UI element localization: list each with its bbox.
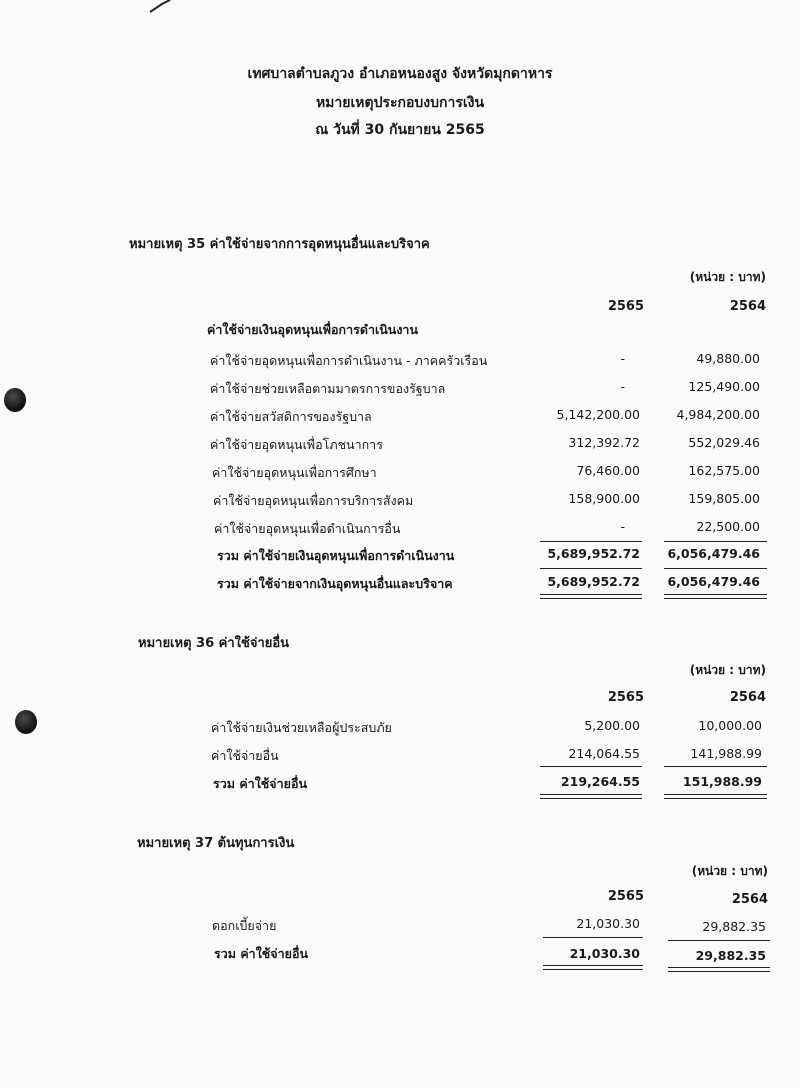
pen-mark	[148, 0, 178, 14]
note-37-double-rule-2565	[543, 969, 643, 970]
note-36-total-rule-2564	[664, 766, 767, 767]
note-35-row-2564: 22,500.00	[696, 519, 760, 534]
note-35-row-label: ค่าใช้จ่ายอุดหนุนเพื่อดำเนินการอื่น	[214, 521, 401, 536]
note-35-total-label: รวม ค่าใช้จ่ายจากเงินอุดหนุนอื่นและบริจาค	[217, 576, 453, 591]
note-37-total-label: รวม ค่าใช้จ่ายอื่น	[214, 946, 309, 961]
note-37-year-2565: 2565	[607, 889, 644, 904]
note-35-subtotal-label: รวม ค่าใช้จ่ายเงินอุดหนุนเพื่อการดำเนินงาน	[217, 548, 455, 563]
note-35-subtotal-rule-2565	[540, 541, 642, 542]
note-35-double-rule-2565	[540, 598, 642, 599]
note-36-unit: (หน่วย : บาท)	[689, 663, 766, 677]
note-37-total-rule-2565	[543, 937, 643, 938]
note-36-row-label: ค่าใช้จ่ายอื่น	[211, 748, 279, 763]
note-35-row-2564: 159,805.00	[688, 491, 760, 506]
note-37-double-rule-2565	[543, 965, 643, 966]
note-36-year-2565: 2565	[607, 690, 644, 705]
note-35-row-2564: 4,984,200.00	[676, 407, 760, 422]
note-35-subtotal-2565: 5,689,952.72	[547, 546, 640, 561]
note-37-total-rule-2564	[668, 940, 770, 941]
note-35-row-label: ค่าใช้จ่ายอุดหนุนเพื่อโภชนาการ	[210, 437, 383, 452]
note-36-total-label: รวม ค่าใช้จ่ายอื่น	[213, 776, 308, 791]
note-37-total-2564: 29,882.35	[695, 948, 766, 963]
note-35-row-2564: 552,029.46	[688, 435, 760, 450]
note-36-double-rule-2564	[664, 794, 767, 795]
hole-punch-bottom	[15, 710, 37, 734]
note-36-row-2565: 214,064.55	[568, 746, 640, 761]
note-37-double-rule-2564	[668, 967, 770, 968]
note-35-double-rule-2564	[664, 594, 767, 595]
note-37-title: หมายเหตุ 37 ต้นทุนการเงิน	[137, 836, 295, 851]
note-36-total-2564: 151,988.99	[682, 774, 762, 789]
note-35-total-2565: 5,689,952.72	[547, 574, 640, 589]
note-35-row-2564: 162,575.00	[688, 463, 760, 478]
note-36-title: หมายเหตุ 36 ค่าใช้จ่ายอื่น	[138, 636, 290, 651]
note-35-row-label: ค่าใช้จ่ายช่วยเหลือตามมาตรการของรัฐบาล	[210, 381, 446, 396]
note-35-double-rule-2564	[664, 598, 767, 599]
note-35-row-2565: 158,900.00	[568, 491, 640, 506]
note-35-total-rule-2564	[664, 568, 767, 569]
note-35-row-2565: -	[620, 351, 625, 366]
note-36-double-rule-2565	[540, 798, 642, 799]
note-35-row-2565: 76,460.00	[576, 463, 640, 478]
hole-punch-top	[4, 388, 26, 412]
note-35-total-rule-2565	[540, 568, 642, 569]
note-35-row-2565: -	[620, 519, 625, 534]
note-35-row-2564: 49,880.00	[696, 351, 760, 366]
note-35-subtotal-rule-2564	[664, 541, 767, 542]
note-35-row-label: ค่าใช้จ่ายสวัสดิการของรัฐบาล	[210, 409, 372, 424]
note-35-total-2564: 6,056,479.46	[667, 574, 760, 589]
note-35-row-label: ค่าใช้จ่ายอุดหนุนเพื่อการบริการสังคม	[213, 493, 414, 508]
note-35-row-label: ค่าใช้จ่ายอุดหนุนเพื่อการศึกษา	[212, 465, 377, 480]
note-35-row-2564: 125,490.00	[688, 379, 760, 394]
note-35-title: หมายเหตุ 35 ค่าใช้จ่ายจากการอุดหนุนอื่นและบริจาค	[129, 237, 430, 252]
note-35-year-2564: 2564	[729, 299, 766, 314]
note-36-row-2565: 5,200.00	[584, 718, 640, 733]
note-35-subheading: ค่าใช้จ่ายเงินอุดหนุนเพื่อการดำเนินงาน	[207, 322, 418, 337]
note-35-unit: (หน่วย : บาท)	[689, 270, 766, 284]
note-35-row-label: ค่าใช้จ่ายอุดหนุนเพื่อการดำเนินงาน - ภาคครัวเรือน	[210, 353, 488, 368]
note-36-double-rule-2564	[664, 798, 767, 799]
note-36-year-2564: 2564	[729, 690, 766, 705]
note-36-total-rule-2565	[540, 766, 642, 767]
note-37-row-2565: 21,030.30	[576, 916, 640, 931]
note-37-row-2564: 29,882.35	[702, 919, 766, 934]
note-35-row-2565: 5,142,200.00	[556, 407, 640, 422]
note-36-double-rule-2565	[540, 794, 642, 795]
note-35-year-2565: 2565	[607, 299, 644, 314]
note-36-total-2565: 219,264.55	[560, 774, 640, 789]
note-35-row-2565: -	[620, 379, 625, 394]
note-35-row-2565: 312,392.72	[568, 435, 640, 450]
note-37-row-label: ดอกเบี้ยจ่าย	[212, 918, 277, 933]
note-37-double-rule-2564	[668, 971, 770, 972]
note-37-unit: (หน่วย : บาท)	[691, 864, 768, 878]
note-36-row-2564: 141,988.99	[690, 746, 762, 761]
note-36-row-2564: 10,000.00	[698, 718, 762, 733]
note-35-subtotal-2564: 6,056,479.46	[667, 546, 760, 561]
org-name: เทศบาลตำบลภูวง อำเภอหนองสูง จังหวัดมุกดาหาร	[247, 66, 553, 82]
note-36-row-label: ค่าใช้จ่ายเงินช่วยเหลือผู้ประสบภัย	[211, 720, 392, 735]
document-title: หมายเหตุประกอบงบการเงิน	[315, 95, 485, 111]
document-date: ณ วันที่ 30 กันยายน 2565	[315, 122, 485, 138]
note-37-total-2565: 21,030.30	[569, 946, 640, 961]
note-35-double-rule-2565	[540, 594, 642, 595]
note-37-year-2564: 2564	[731, 892, 768, 907]
